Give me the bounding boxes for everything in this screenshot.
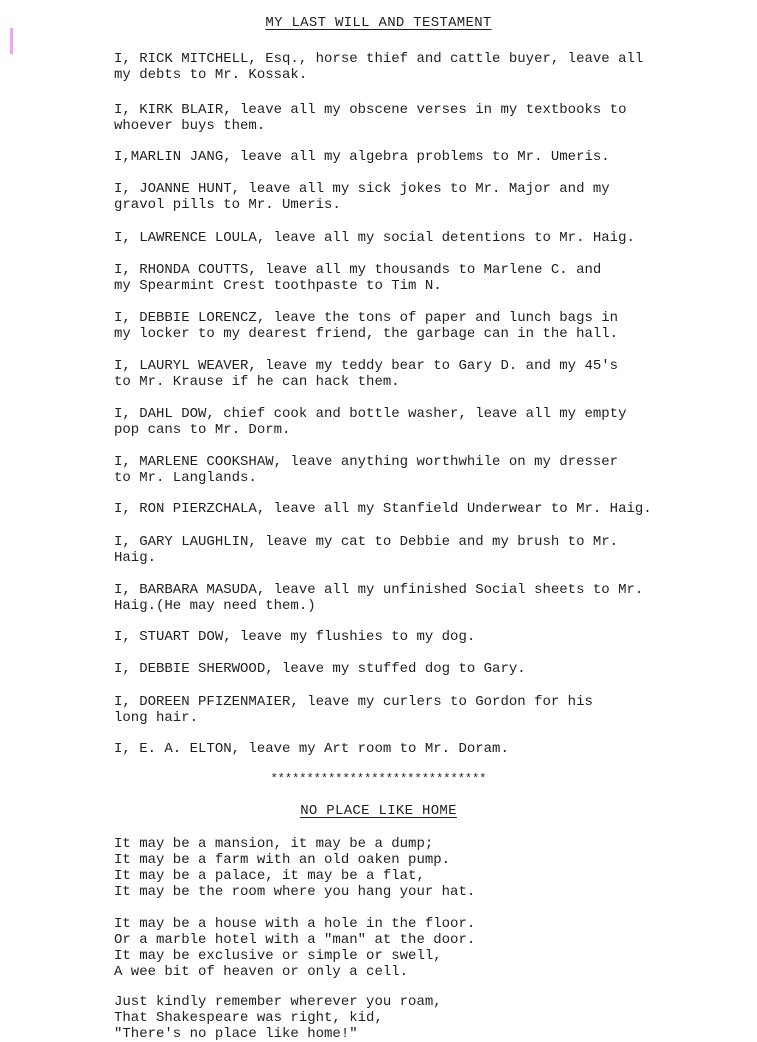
poem-title: NO PLACE LIKE HOME bbox=[300, 803, 457, 819]
will-entry: I, LAWRENCE LOULA, leave all my social detentions to Mr. Haig. bbox=[114, 230, 635, 246]
will-entry: I, RON PIERZCHALA, leave all my Stanfield Underwear to Mr. Haig. bbox=[114, 501, 652, 517]
will-entry: I, RICK MITCHELL, Esq., horse thief and cattle buyer, leave all my debts to Mr. Kossak. bbox=[114, 51, 644, 83]
will-entry: I, BARBARA MASUDA, leave all my unfinished Social sheets to Mr. Haig.(He may need them.) bbox=[114, 582, 644, 614]
will-entry: I, KIRK BLAIR, leave all my obscene verses in my textbooks to whoever buys them. bbox=[114, 102, 627, 134]
will-entry: I, DEBBIE LORENCZ, leave the tons of paper and lunch bags in my locker to my dearest friend, the garbage can in the hall. bbox=[114, 310, 619, 342]
will-entry: I,MARLIN JANG, leave all my algebra problems to Mr. Umeris. bbox=[114, 149, 610, 165]
will-entry: I, GARY LAUGHLIN, leave my cat to Debbie and my brush to Mr. Haig. bbox=[114, 534, 619, 566]
will-entry: I, RHONDA COUTTS, leave all my thousands to Marlene C. and my Spearmint Crest toothpaste to Tim N. bbox=[114, 262, 602, 294]
will-entry: I, DEBBIE SHERWOOD, leave my stuffed dog to Gary. bbox=[114, 661, 526, 677]
will-entry: I, DAHL DOW, chief cook and bottle washer, leave all my empty pop cans to Mr. Dorm. bbox=[114, 406, 627, 438]
poem-stanza: Just kindly remember wherever you roam, That Shakespeare was right, kid, "There's no place like home!" bbox=[114, 994, 442, 1042]
will-entry: I, DOREEN PFIZENMAIER, leave my curlers to Gordon for his long hair. bbox=[114, 694, 593, 726]
will-entry: I, E. A. ELTON, leave my Art room to Mr. Doram. bbox=[114, 741, 509, 757]
will-entry: I, MARLENE COOKSHAW, leave anything worthwhile on my dresser to Mr. Langlands. bbox=[114, 454, 619, 486]
poem-stanza: It may be a mansion, it may be a dump; It may be a farm with an old oaken pump. It may be a palace, it may be a flat, It may be the room where you hang your hat. bbox=[114, 836, 476, 900]
will-entry: I, JOANNE HUNT, leave all my sick jokes to Mr. Major and my gravol pills to Mr. Umeris. bbox=[114, 181, 610, 213]
separator-line: ****************************** bbox=[270, 772, 487, 786]
will-entry: I, STUART DOW, leave my flushies to my dog. bbox=[114, 629, 476, 645]
highlighter-mark bbox=[10, 28, 13, 54]
will-title: MY LAST WILL AND TESTAMENT bbox=[265, 15, 492, 31]
poem-stanza: It may be a house with a hole in the floor. Or a marble hotel with a "man" at the door. It may be exclusive or simple or swell, A wee bit of heaven or only a cell. bbox=[114, 916, 476, 980]
will-entry: I, LAURYL WEAVER, leave my teddy bear to Gary D. and my 45's to Mr. Krause if he can hack them. bbox=[114, 358, 619, 390]
